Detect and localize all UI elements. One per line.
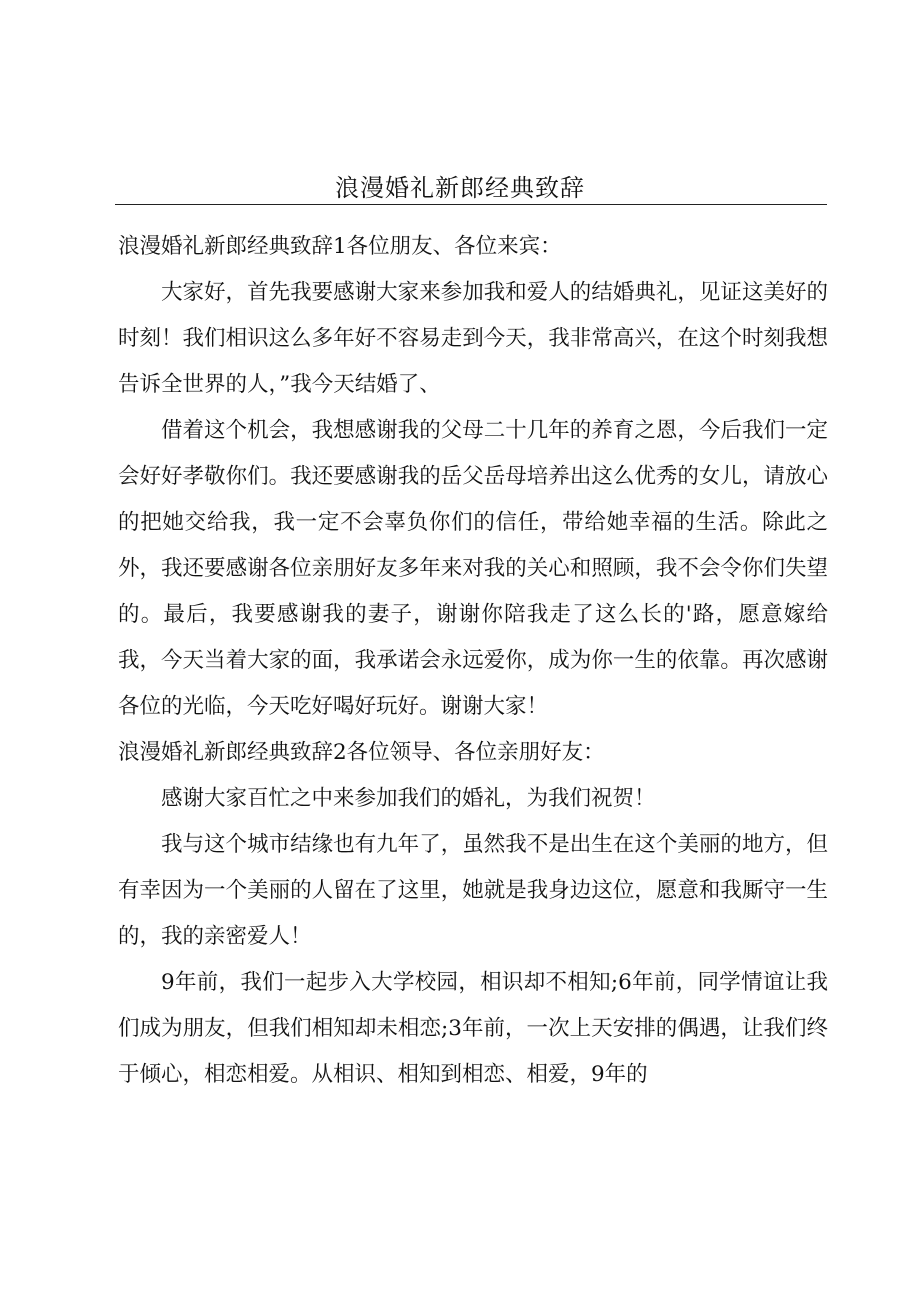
document-title: 浪漫婚礼新郎经典致辞 xyxy=(335,174,585,202)
paragraph-1: 浪漫婚礼新郎经典致辞1各位朋友、各位来宾： xyxy=(118,234,562,259)
paragraph-3: 借着这个机会，我想感谢我的父母二十几年的养育之恩，今后我们一定会好好孝敬你们。我还要感谢我的岳父岳母培养出这么优秀的女儿，请放心的把她交给我，我一定不会辜负你们的信任，带给她幸福的生活。除此之外，我还要感谢各位亲朋好友多年来对我的关心和照顾，我不会令你们失望的。最后，我要感谢我的妻子，谢谢你陪我走了这么长的'路，愿意嫁给我，今天当着大家的面，我承诺会永远爱你，成为你一生的依靠。再次感谢各位的光临，今天吃好喝好玩好。谢谢大家！ xyxy=(118,418,828,719)
paragraph-5: 感谢大家百忙之中来参加我们的婚礼，为我们祝贺！ xyxy=(161,786,656,811)
paragraph-6: 我与这个城市结缘也有九年了，虽然我不是出生在这个美丽的地方，但有幸因为一个美丽的人留在了这里，她就是我身边这位，愿意和我厮守一生的，我的亲密爱人！ xyxy=(118,832,828,949)
document-body xyxy=(118,224,828,1098)
paragraph-7: 9年前，我们一起步入大学校园，相识却不相知;6年前，同学情谊让我们成为朋友，但我们相知却未相恋;3年前，一次上天安排的偶遇，让我们终于倾心，相恋相爱。从相识、相知到相恋、相爱，9年的 xyxy=(118,970,828,1087)
paragraph-4: 浪漫婚礼新郎经典致辞2各位领导、各位亲朋好友： xyxy=(118,740,605,765)
paragraph-2: 大家好，首先我要感谢大家来参加我和爱人的结婚典礼，见证这美好的时刻！我们相识这么多年好不容易走到今天，我非常高兴，在这个时刻我想告诉全世界的人，”我今天结婚了、 xyxy=(118,280,828,397)
title-underline xyxy=(115,204,827,205)
